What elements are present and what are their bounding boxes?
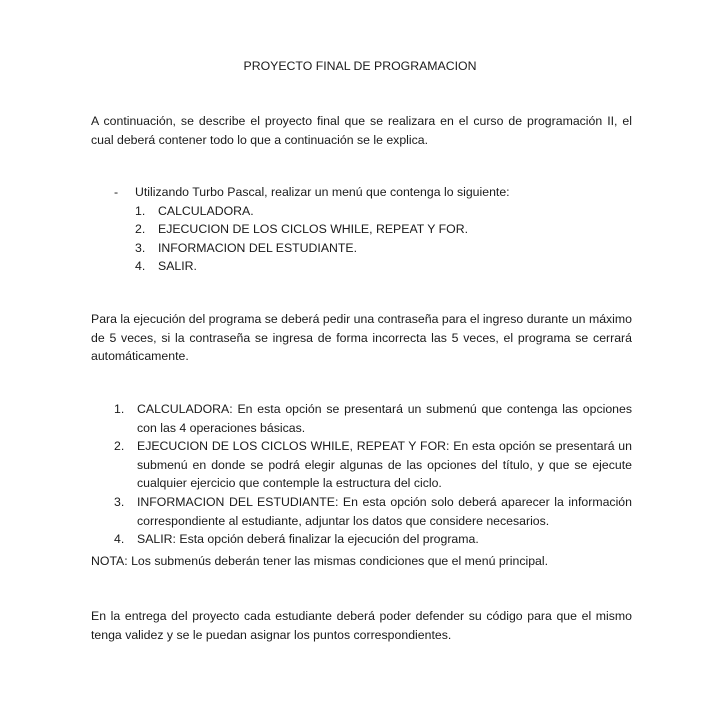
option-detail-text: CALCULADORA: En esta opción se presentará un submenú que contenga las opciones con las 4 operaciones básicas. [137,402,632,435]
option-detail-text: INFORMACION DEL ESTUDIANTE: En esta opción solo deberá aparecer la información correspondiente al estudiante, adjuntar los datos que considere necesarios. [137,494,632,528]
option-details-list [114,400,632,549]
menu-option-item [135,202,614,221]
list-number: 2. [114,439,125,454]
dash-bullet: - [114,185,119,199]
menu-option-text: SALIR. [158,259,197,274]
list-number: 1. [135,203,146,218]
menu-option-text: INFORMACION DEL ESTUDIANTE. [158,240,358,255]
menu-option-text: CALCULADORA. [158,203,254,218]
note-paragraph: NOTA: Los submenús deberán tener las mismas condiciones que el menú principal. [91,554,549,568]
menu-option-item [135,239,614,258]
list-number: 3. [114,494,125,509]
dash-list-item [114,183,614,202]
option-detail-item [114,493,632,530]
option-detail-item [114,437,632,493]
option-detail-item [114,530,632,549]
menu-option-item [135,257,614,276]
menu-option-text: EJECUCION DE LOS CICLOS WHILE, REPEAT Y FOR. [158,222,468,237]
list-number: 1. [114,402,125,416]
dash-item-text: Utilizando Turbo Pascal, realizar un menú que contenga lo siguiente: [135,185,510,199]
option-detail-item [114,400,632,437]
option-detail-text: SALIR: Esta opción deberá finalizar la ejecución del programa. [137,532,479,547]
list-number: 2. [135,222,146,237]
menu-requirement-block [114,183,614,276]
list-number: 3. [135,240,146,255]
menu-option-item [135,220,614,239]
menu-options-list [135,202,614,276]
intro-paragraph: A continuación, se describe el proyecto final que se realizara en el curso de programación II, el cual deberá contener todo lo que a continuación se le explica. [91,114,632,147]
list-number: 4. [135,259,146,274]
execution-paragraph: Para la ejecución del programa se deberá pedir una contraseña para el ingreso durante un máximo de 5 veces, si la contraseña se ingresa de forma incorrecta las 5 veces, el programa se cerrará automáticamente. [91,312,632,364]
option-detail-text: EJECUCION DE LOS CICLOS WHILE, REPEAT Y FOR: En esta opción se presentará un submenú en donde se podrá elegir algunas de las opciones del título, y que se ejecute cualquier ejercicio que contemple la estructura del ciclo. [137,439,632,491]
closing-paragraph: En la entrega del proyecto cada estudiante deberá poder defender su código para que el mismo tenga validez y se le puedan asignar los puntos correspondientes. [91,609,632,642]
document-title: PROYECTO FINAL DE PROGRAMACION [243,59,477,73]
list-number: 4. [114,532,125,547]
